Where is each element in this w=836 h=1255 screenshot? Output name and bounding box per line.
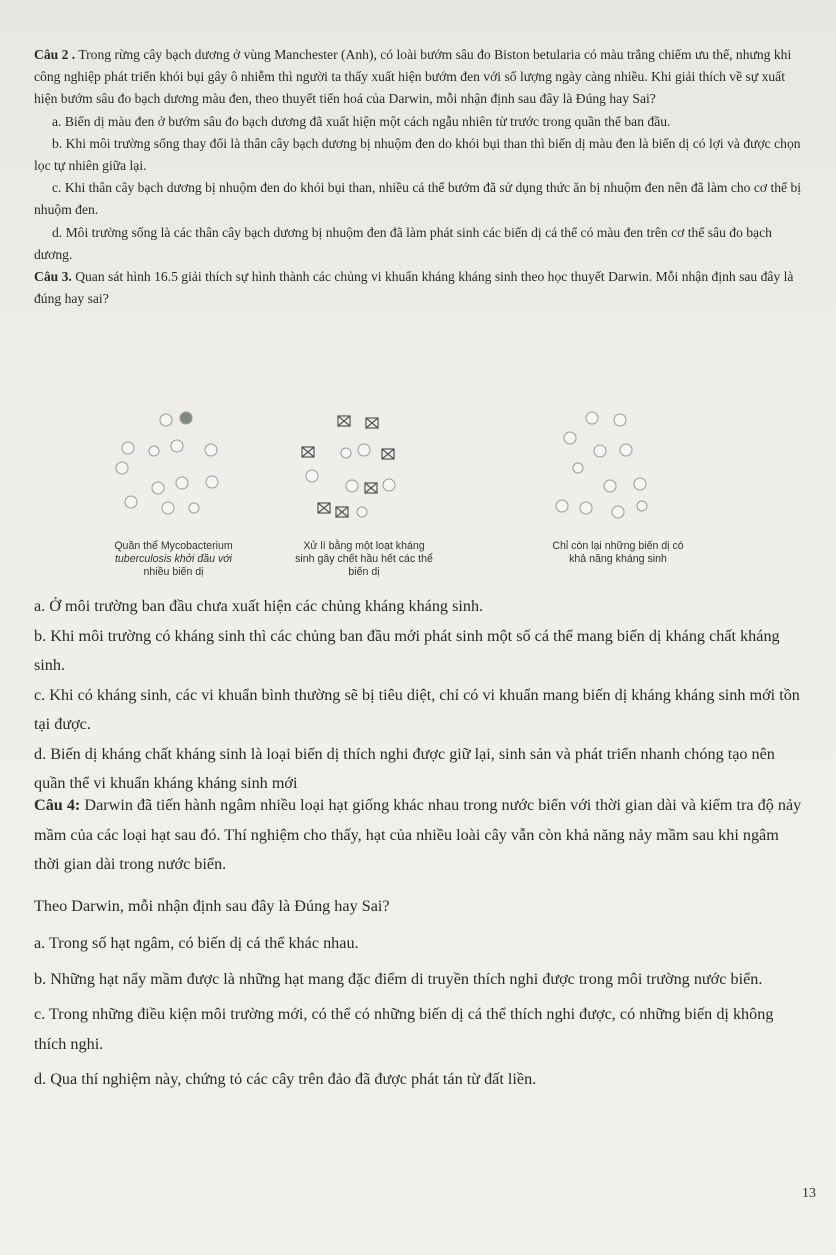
caption-resistant-survivors: Chỉ còn lại những biến dị có khả năng kháng sinh (552, 540, 684, 565)
q4-option-c: c. Trong những điều kiện môi trường mới, có thể có những biến dị cá thể thích nghi được, có những biến dị không thích nghi. (34, 1005, 774, 1053)
bacterium-cell (116, 462, 128, 474)
bacterium-cell (205, 444, 217, 456)
q2-stem: Trong rừng cây bạch dương ở vùng Manchester (Anh), có loài bướm sâu đo Biston betularia có màu trắng chiếm ưu thế, nhưng khi công nghiệp phát triển khói bụi gây ô nhiễm thì người ta thấy xuất hiện bướm đen với số lượng ngày càng nhiều. Khi giải thích về sự xuất hiện bướm sâu đo bạch dương màu đen, theo thuyết tiến hoá của Darwin, mỗi nhận định sau đây là Đúng hay Sai? (34, 47, 792, 107)
bacterium-cell (573, 463, 583, 473)
bacteria-illustration (86, 408, 736, 538)
bacterium-cell (594, 445, 606, 457)
q4-title: Câu 4: (34, 796, 81, 814)
question-3-options (34, 592, 802, 799)
bacterium-cell (206, 476, 218, 488)
bacterium-cell (586, 412, 598, 424)
bacterium-cell (171, 440, 183, 452)
bacterium-cell (612, 506, 624, 518)
q3-title: Câu 3. (34, 269, 72, 285)
question-4 (34, 791, 802, 1095)
q4-stem-paragraph (34, 791, 802, 880)
q3-stem-paragraph (34, 266, 802, 310)
dead-bacterium (382, 449, 394, 459)
bacterium-cell (614, 414, 626, 426)
q2-option-a: a. Biến dị màu đen ở bướm sâu đo bạch dương đã xuất hiện một cách ngẫu nhiên từ trước trong quần thể ban đầu. (52, 113, 671, 129)
bacterium-cell (152, 482, 164, 494)
page-number: 13 (802, 1186, 816, 1201)
bacterium-cell (341, 448, 351, 458)
q2-stem-paragraph (34, 44, 802, 111)
dead-bacterium (338, 416, 350, 426)
q2-option-b: b. Khi môi trường sống thay đổi là thân cây bạch dương bị nhuộm đen do khói bụi than thì biến dị màu đen là biến dị có lợi và được chọn lọc tự nhiên giữa lại. (34, 135, 801, 174)
dead-bacterium (365, 483, 377, 493)
bacterium-cell (564, 432, 576, 444)
q2-option-c: c. Khi thân cây bạch dương bị nhuộm đen do khói bụi than, nhiều cá thể bướm đã sử dụng thức ăn bị nhuộm đen nên đã làm cho cơ thể bị nhuộm đen. (34, 180, 802, 218)
bacterium-cell (357, 507, 367, 517)
caption-antibiotic-treatment: Xử lí bằng một loạt kháng sinh gây chết hầu hết các thể biến dị (295, 540, 433, 578)
q4-option-a: a. Trong số hạt ngâm, có biến dị cá thể khác nhau. (34, 934, 359, 952)
q3-stem: Quan sát hình 16.5 giải thích sự hình thành các chủng vi khuẩn kháng kháng sinh theo học thuyết Darwin. Mỗi nhận định sau đây là đúng hay sai? (34, 269, 794, 307)
dead-bacterium (366, 418, 378, 428)
q2-option-d: d. Môi trường sống là các thân cây bạch dương bị nhuộm đen đã làm phát sinh các biến dị cá thể có màu đen trên cơ thể sâu đo bạch dương. (34, 224, 772, 262)
bacterium-cell (125, 496, 137, 508)
bacterium-cell (122, 442, 134, 454)
bacterium-cell (580, 502, 592, 514)
bacterium-cell (383, 479, 395, 491)
q4-option-b: b. Những hạt nẩy mầm được là những hạt mang đặc điểm di truyền thích nghi được trong môi trường nước biển. (34, 969, 763, 988)
question-2 (34, 44, 802, 310)
q3-option-c: c. Khi có kháng sinh, các vi khuẩn bình thường sẽ bị tiêu diệt, chỉ có vi khuẩn mang biến dị kháng kháng sinh mới tồn tại được. (34, 685, 800, 733)
bacterium-cell (620, 444, 632, 456)
q2-title: Câu 2 . (34, 47, 76, 62)
bacteria-figure (86, 408, 736, 588)
bacterium-cell (160, 414, 172, 426)
bacterium-cell (149, 446, 159, 456)
dead-bacterium (336, 507, 348, 517)
bacterium-cell (604, 480, 616, 492)
bacterium-cell (556, 500, 568, 512)
q4-option-d: d. Qua thí nghiệm này, chứng tỏ các cây trên đảo đã được phát tán từ đất liền. (34, 1070, 537, 1088)
q4-prompt: Theo Darwin, mỗi nhận định sau đây là Đúng hay Sai? (34, 896, 390, 915)
caption-initial-population: Quần thể Mycobacterium tuberculosis khởi đầu với nhiều biến dị (114, 540, 233, 578)
dead-bacterium (302, 447, 314, 457)
q3-option-a: a. Ở môi trường ban đầu chưa xuất hiện các chủng kháng kháng sinh. (34, 597, 484, 615)
bacterium-cell (306, 470, 318, 482)
q4-stem: Darwin đã tiến hành ngâm nhiều loại hạt giống khác nhau trong nước biển với thời gian dài và kiểm tra độ nảy mầm của các loại hạt sau đó. Thí nghiệm cho thấy, hạt của nhiều loài cây vẫn còn khả năng nảy mầm sau khi ngâm thời gian dài trong nước biển. (34, 796, 802, 873)
q3-option-b: b. Khi môi trường có kháng sinh thì các chủng ban đầu mới phát sinh một số cá thể mang biến dị kháng chất kháng sinh. (34, 626, 780, 674)
q3-option-d: d. Biến dị kháng chất kháng sinh là loại biến dị thích nghi được giữ lại, sinh sản và phát triển nhanh chóng tạo nên quần thể vi khuẩn kháng kháng sinh mới (34, 744, 775, 792)
bacterium-cell (637, 501, 647, 511)
bacterium-cell (176, 477, 188, 489)
bacterium-cell-resistant (180, 412, 192, 424)
bacterium-cell (346, 480, 358, 492)
dead-bacterium (318, 503, 330, 513)
bacterium-cell (162, 502, 174, 514)
bacterium-cell (358, 444, 370, 456)
bacterium-cell (634, 478, 646, 490)
bacterium-cell (189, 503, 199, 513)
